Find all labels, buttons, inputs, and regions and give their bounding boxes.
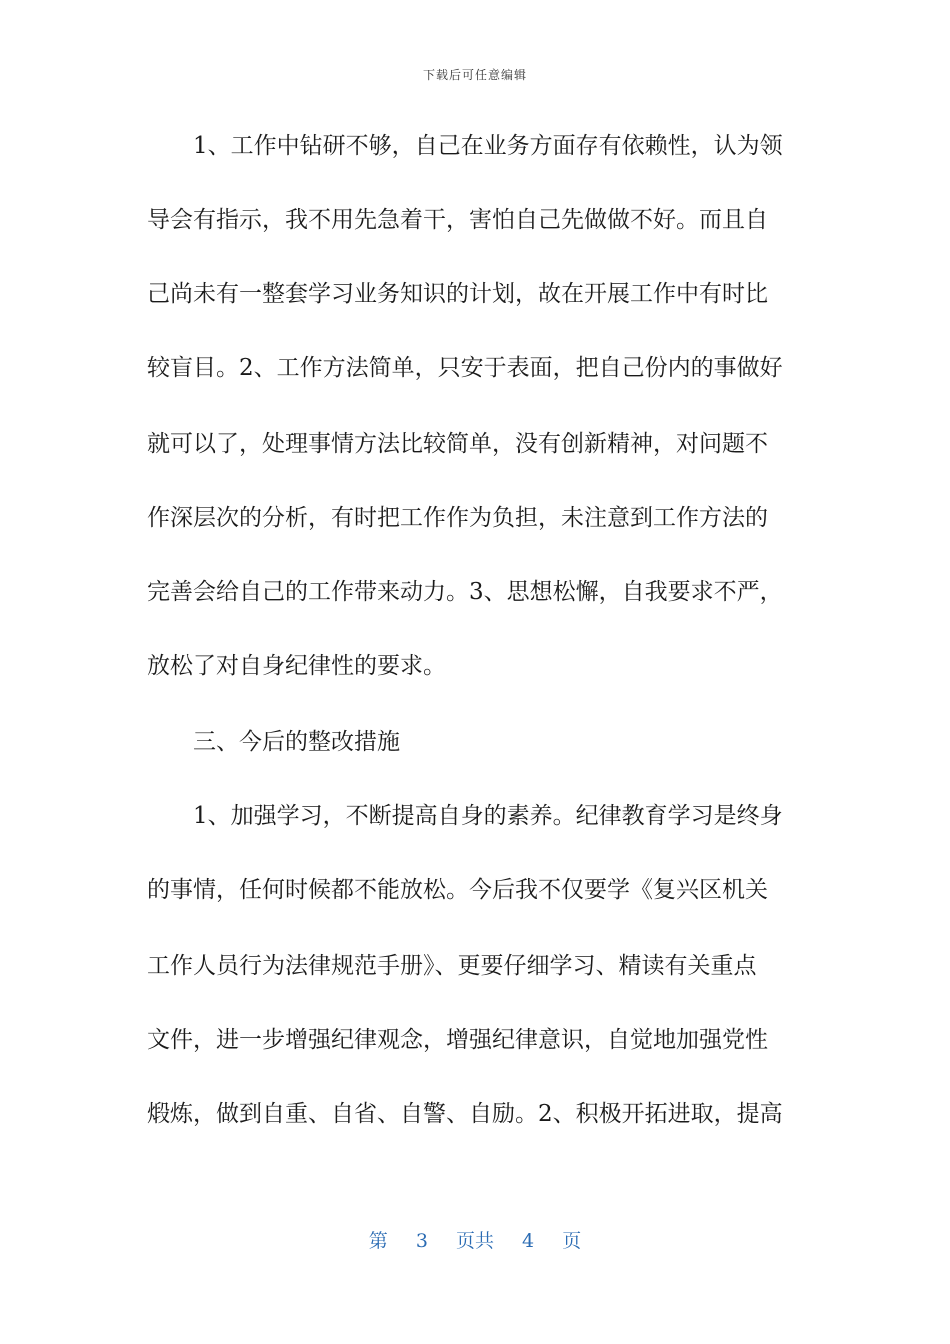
page-header-note: 下载后可任意编辑	[422, 68, 527, 82]
body-line: 导会有指示，我不用先急着干，害怕自己先做做不好。而且自	[147, 207, 768, 233]
footer-suffix: 页	[562, 1230, 582, 1252]
body-line: 完善会给自己的工作带来动力。3、思想松懈，自我要求不严，	[147, 579, 783, 605]
body-line: 1、工作中钻研不够，自己在业务方面存有依赖性，认为领	[193, 133, 783, 159]
body-line: 较盲目。2、工作方法简单，只安于表面，把自己份内的事做好	[147, 355, 783, 381]
body-line: 的事情，任何时候都不能放松。今后我不仅要学《复兴区机关	[147, 877, 768, 903]
section-heading: 三、今后的整改措施	[193, 729, 400, 755]
body-line: 工作人员行为法律规范手册》、更要仔细学习、精读有关重点	[147, 953, 757, 979]
body-line: 就可以了，处理事情方法比较简单，没有创新精神，对问题不	[147, 431, 768, 457]
current-page-number: 3	[415, 1230, 428, 1252]
body-line: 己尚未有一整套学习业务知识的计划，故在开展工作中有时比	[147, 281, 768, 307]
body-line: 作深层次的分析，有时把工作作为负担，未注意到工作方法的	[147, 505, 768, 531]
body-line: 放松了对自身纪律性的要求。	[147, 653, 446, 679]
body-line: 文件，进一步增强纪律观念，增强纪律意识，自觉地加强党性	[147, 1027, 768, 1053]
footer-prefix: 第	[368, 1230, 388, 1252]
total-page-number: 4	[522, 1230, 535, 1252]
page-number-footer	[0, 1226, 950, 1253]
footer-middle: 页共	[455, 1230, 494, 1252]
body-line: 1、加强学习，不断提高自身的素养。纪律教育学习是终身	[193, 803, 783, 829]
body-line: 煅炼，做到自重、自省、自警、自励。2、积极开拓进取，提高	[147, 1101, 783, 1127]
